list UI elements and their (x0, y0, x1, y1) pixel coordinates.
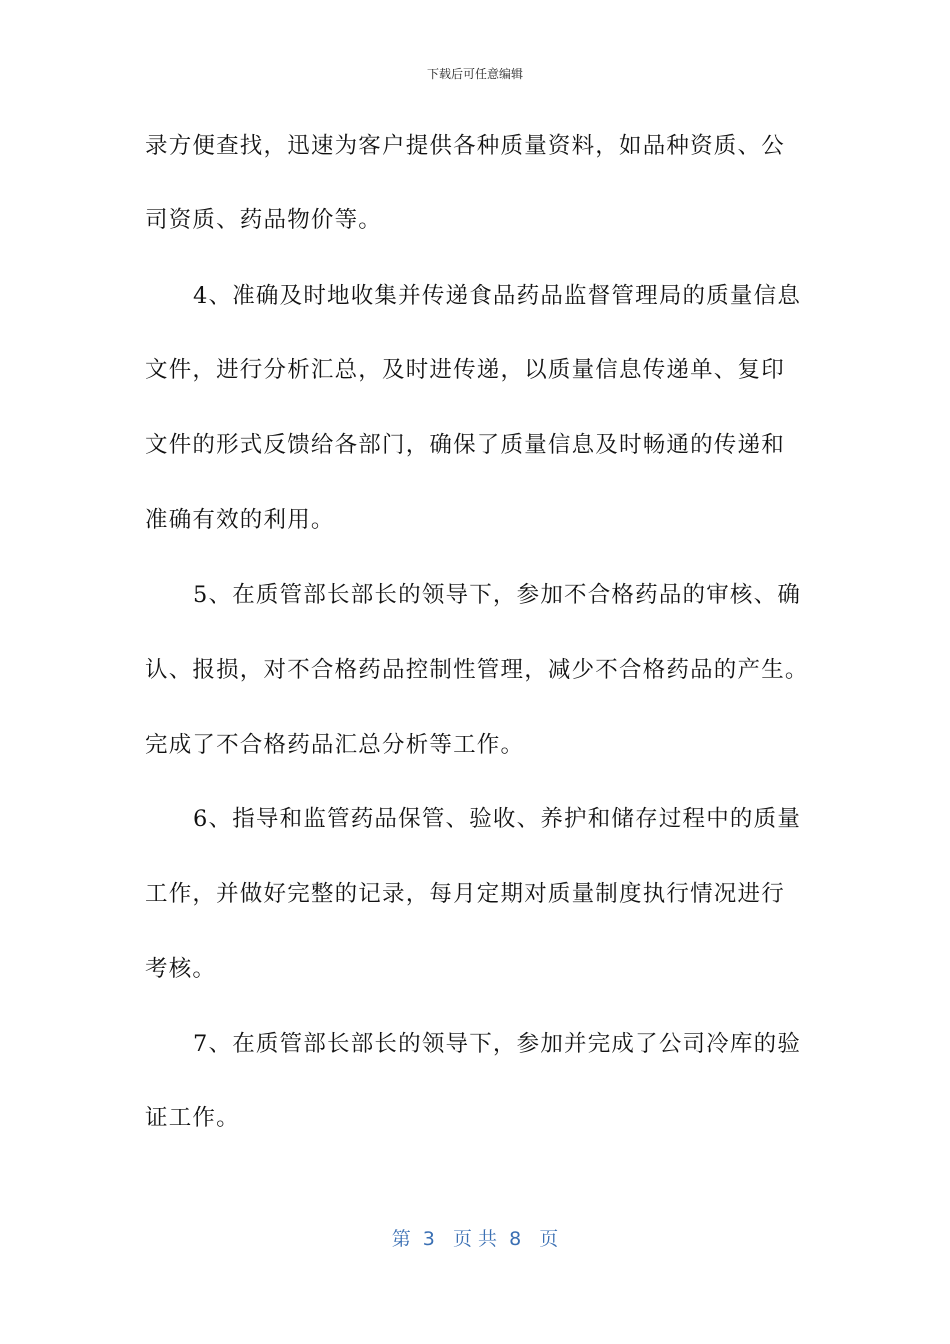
paragraph-line: 准确有效的利用。 (145, 507, 335, 533)
paragraph-line: 5、在质管部长部长的领导下，参加不合格药品的审核、确 (193, 582, 802, 608)
paragraph-line: 4、准确及时地收集并传递食品药品监督管理局的质量信息 (193, 283, 802, 309)
page-footer: 第 3 页 共 8 页 (391, 1228, 559, 1250)
paragraph-line: 证工作。 (145, 1105, 240, 1131)
paragraph-line: 6、指导和监管药品保管、验收、养护和储存过程中的质量 (193, 806, 802, 832)
paragraph-line: 录方便查找，迅速为客户提供各种质量资料，如品种资质、公 (145, 133, 785, 159)
paragraph-line: 文件的形式反馈给各部门，确保了质量信息及时畅通的传递和 (145, 432, 785, 458)
paragraph-line: 工作，并做好完整的记录，每月定期对质量制度执行情况进行 (145, 881, 785, 907)
paragraph-line: 文件，进行分析汇总，及时进传递，以质量信息传递单、复印 (145, 357, 785, 383)
paragraph-line: 完成了不合格药品汇总分析等工作。 (145, 732, 525, 758)
page-header: 下载后可任意编辑 (426, 67, 523, 81)
paragraph-line: 认、报损，对不合格药品控制性管理，减少不合格药品的产生。 (145, 657, 809, 683)
paragraph-line: 考核。 (145, 956, 217, 982)
paragraph-line: 司资质、药品物价等。 (145, 207, 383, 233)
paragraph-line: 7、在质管部长部长的领导下，参加并完成了公司冷库的验 (193, 1031, 802, 1057)
